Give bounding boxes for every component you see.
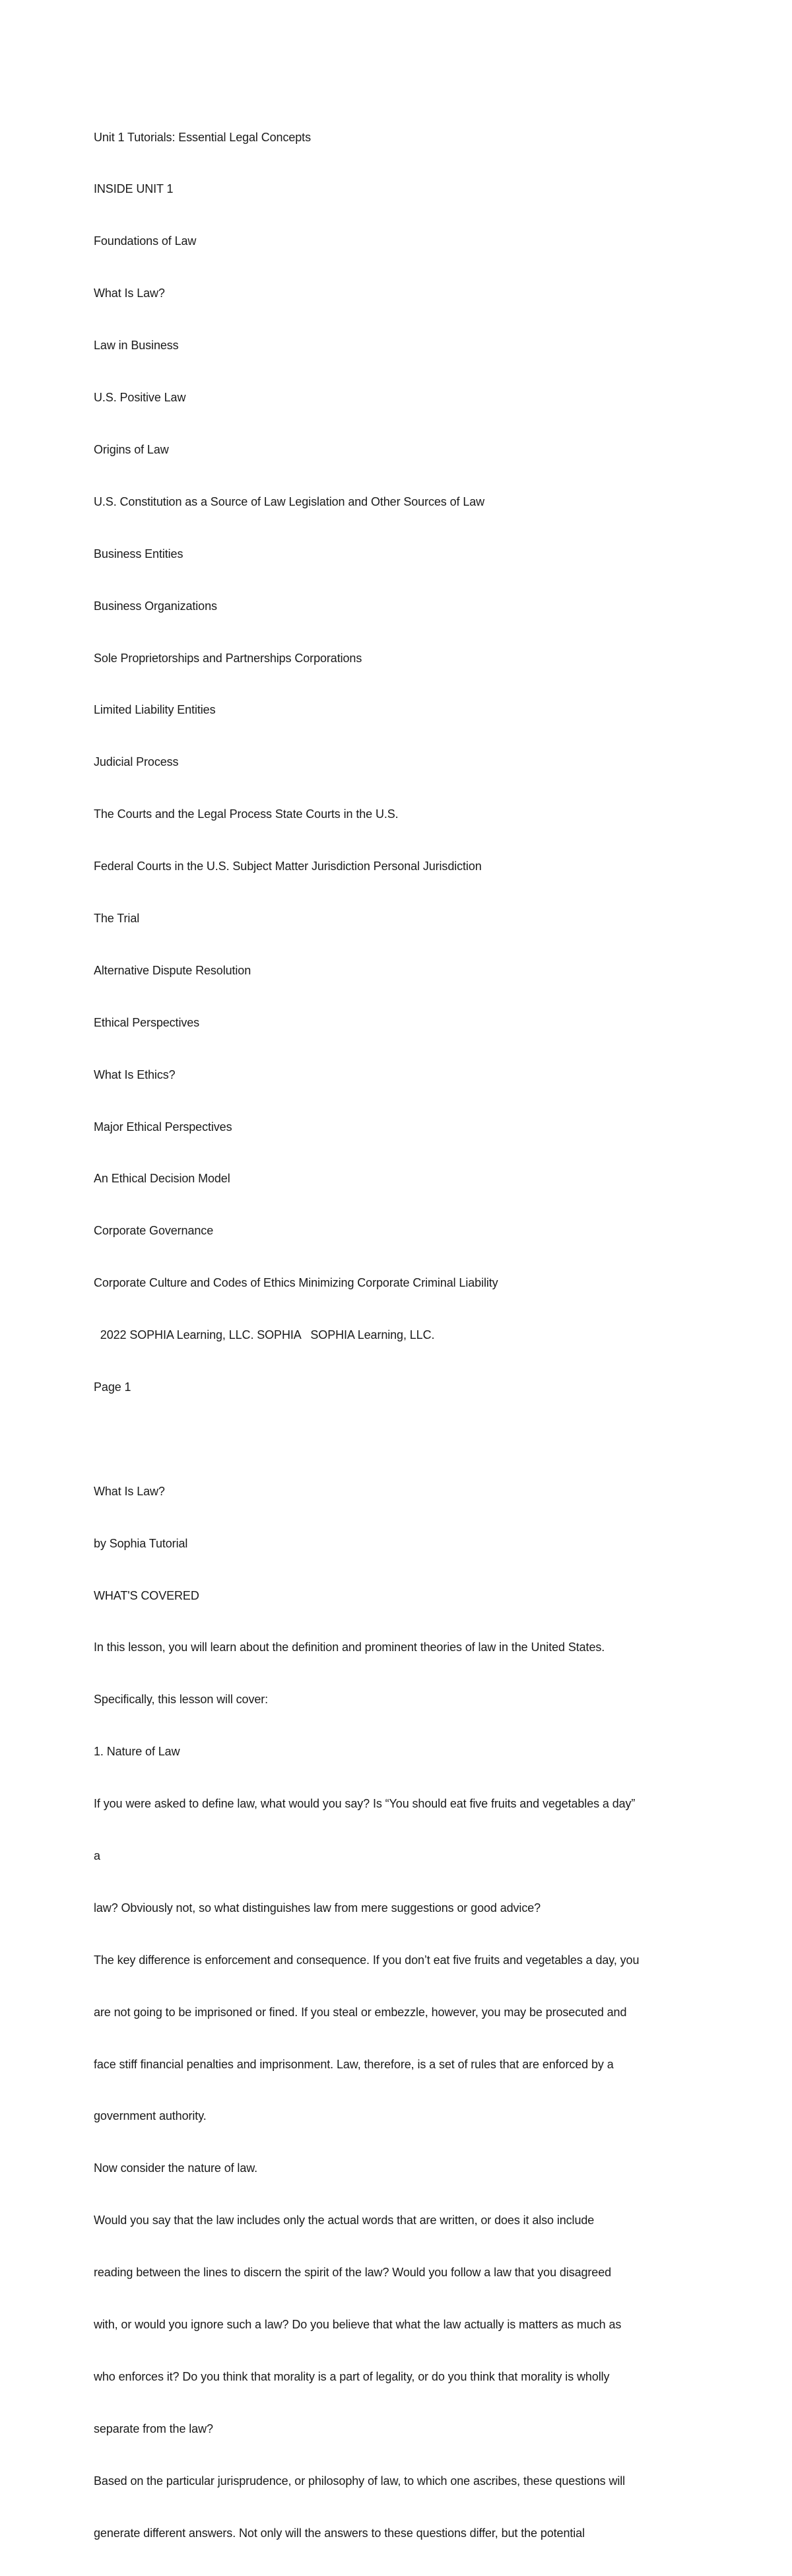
- toc-item: Federal Courts in the U.S. Subject Matter Jurisdiction Personal Jurisdiction: [94, 860, 482, 873]
- whats-covered-heading: WHAT'S COVERED: [94, 1588, 199, 1602]
- body-line: who enforces it? Do you think that morality is a part of legality, or do you think that morality is wholly: [94, 2369, 610, 2383]
- body-line: If you were asked to define law, what would you say? Is “You should eat five fruits and vegetables a day”: [94, 1797, 636, 1811]
- body-line: government authority.: [94, 2109, 207, 2123]
- toc-item: Ethical Perspectives: [94, 1015, 200, 1029]
- toc-item: The Courts and the Legal Process State Courts in the U.S.: [94, 807, 399, 821]
- body-line: a: [94, 1848, 100, 1862]
- toc-item: Law in Business: [94, 339, 179, 353]
- body-line: separate from the law?: [94, 2422, 213, 2435]
- toc-item: Alternative Dispute Resolution: [94, 963, 251, 977]
- lesson-byline: by Sophia Tutorial: [94, 1536, 188, 1550]
- body-line: are not going to be imprisoned or fined. If you steal or embezzle, however, you may be prosecuted and: [94, 2005, 627, 2019]
- intro-line: Specifically, this lesson will cover:: [94, 1693, 269, 1707]
- toc-item: INSIDE UNIT 1: [94, 182, 174, 196]
- toc-item: U.S. Constitution as a Source of Law Legislation and Other Sources of Law: [94, 494, 485, 508]
- toc-item: Sole Proprietorships and Partnerships Corporations: [94, 651, 362, 665]
- body-line: face stiff financial penalties and imprisonment. Law, therefore, is a set of rules that are enforced by a: [94, 2057, 614, 2071]
- body-line: with, or would you ignore such a law? Do you believe that what the law actually is matters as much as: [94, 2318, 622, 2331]
- toc-item: Judicial Process: [94, 755, 179, 769]
- body-line: Would you say that the law includes only the actual words that are written, or does it also include: [94, 2214, 595, 2227]
- toc-item: Business Organizations: [94, 599, 217, 613]
- body-line: Now consider the nature of law.: [94, 2161, 258, 2175]
- toc-item: Foundations of Law: [94, 234, 197, 248]
- toc-item: An Ethical Decision Model: [94, 1172, 230, 1186]
- toc-item: Corporate Governance: [94, 1224, 214, 1238]
- page-number: Page 1: [94, 1380, 131, 1394]
- toc-item: What Is Ethics?: [94, 1068, 176, 1081]
- body-line: reading between the lines to discern the spirit of the law? Would you follow a law that you disagreed: [94, 2266, 612, 2280]
- document-text: [94, 94, 708, 2576]
- toc-item: What Is Law?: [94, 287, 165, 300]
- lesson-title: What Is Law?: [94, 1484, 165, 1498]
- section-heading: 1. Nature of Law: [94, 1745, 180, 1759]
- toc-item: Business Entities: [94, 547, 183, 560]
- toc-item: Limited Liability Entities: [94, 703, 216, 717]
- toc-item: Major Ethical Perspectives: [94, 1120, 232, 1134]
- body-line: Based on the particular jurisprudence, or philosophy of law, to which one ascribes, these questions will: [94, 2474, 626, 2488]
- toc-item: Origins of Law: [94, 442, 169, 456]
- toc-item: Corporate Culture and Codes of Ethics Minimizing Corporate Criminal Liability: [94, 1276, 498, 1290]
- copyright-line: 2022 SOPHIA Learning, LLC. SOPHIA SOPHIA Learning, LLC.: [94, 1328, 435, 1342]
- body-line: law? Obviously not, so what distinguishes law from mere suggestions or good advice?: [94, 1901, 541, 1915]
- page-break-spacer: [94, 1431, 708, 1448]
- toc-item: The Trial: [94, 911, 140, 925]
- body-line: generate different answers. Not only will the answers to these questions differ, but the potential: [94, 2526, 585, 2540]
- toc-title: Unit 1 Tutorials: Essential Legal Concepts: [94, 130, 311, 144]
- intro-line: In this lesson, you will learn about the definition and prominent theories of law in the United States.: [94, 1641, 605, 1654]
- body-line: The key difference is enforcement and consequence. If you don’t eat five fruits and vegetables a day, you: [94, 1953, 640, 1967]
- toc-item: U.S. Positive Law: [94, 391, 186, 405]
